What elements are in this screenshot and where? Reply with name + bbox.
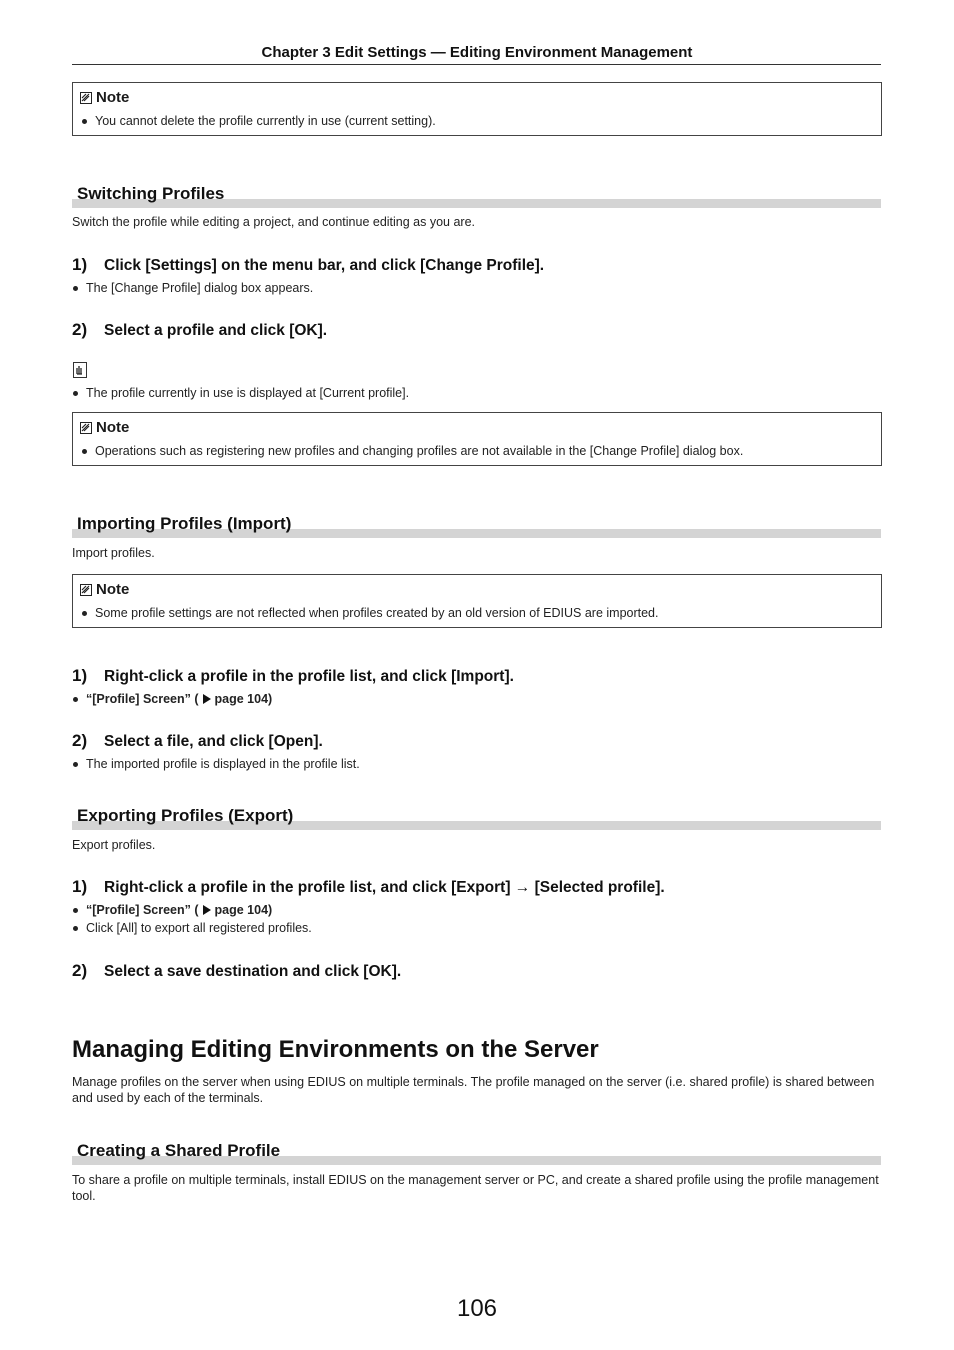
step-number: 1) [72, 255, 88, 274]
note-text [82, 114, 436, 128]
section-title-importing: Importing Profiles (Import) [77, 514, 292, 533]
step-text: Right-click a profile in the profile list, and click [Export] → [Selected profile]. [104, 879, 665, 896]
reference-page[interactable]: page 104) [214, 903, 273, 917]
step-text: Select a file, and click [Open]. [104, 733, 323, 750]
exporting-intro: Export profiles. [72, 838, 156, 852]
bullet-text: Click [All] to export all registered profiles. [86, 921, 312, 935]
bullet-icon [82, 611, 87, 616]
step-number: 1) [72, 877, 88, 896]
bullet-item [73, 921, 312, 935]
switching-intro: Switch the profile while editing a project, and continue editing as you are. [72, 215, 476, 229]
page-reference[interactable] [73, 903, 272, 917]
chapter-header: Chapter 3 Edit Settings — Editing Environment Management [261, 44, 693, 61]
note-box-switching [72, 412, 882, 466]
bullet-text: The [Change Profile] dialog box appears. [86, 281, 314, 295]
section-title-exporting: Exporting Profiles (Export) [77, 806, 294, 825]
note-label: Note [96, 419, 130, 436]
bullet-icon [73, 762, 78, 767]
note-label: Note [96, 581, 130, 598]
shared-intro: To share a profile on multiple terminals, install EDIUS on the management server or PC, and create a shared profile using the profile management tool. [72, 1173, 879, 1203]
reference-text[interactable]: “[Profile] Screen” ( [86, 692, 199, 706]
bullet-icon [73, 697, 78, 702]
bullet-item [73, 757, 360, 771]
note-heading [80, 89, 129, 106]
step-text: Click [Settings] on the menu bar, and click [Change Profile]. [104, 257, 545, 274]
note-text-content: You cannot delete the profile currently in use (current setting). [95, 114, 436, 128]
header-rule [72, 64, 881, 65]
step-number: 2) [72, 731, 88, 750]
page-arrow-icon [203, 694, 211, 704]
importing-intro: Import profiles. [72, 546, 155, 560]
note-text [82, 606, 658, 620]
step-text: Select a save destination and click [OK]. [104, 963, 402, 980]
tip-icon [73, 362, 87, 378]
section-title-shared: Creating a Shared Profile [77, 1141, 281, 1160]
step-number: 2) [72, 320, 88, 339]
note-text-content: Operations such as registering new profiles and changing profiles are not available in the [Change Profile] dialog box. [95, 444, 744, 458]
note-label: Note [96, 89, 130, 106]
server-intro: Manage profiles on the server when using EDIUS on multiple terminals. The profile managed on the server (i.e. shared profile) is shared between and used by each of the terminals. [72, 1075, 875, 1105]
page-reference[interactable] [73, 692, 272, 706]
heading-server: Managing Editing Environments on the Server [72, 1036, 599, 1063]
bullet-icon [73, 391, 78, 396]
bullet-text: The imported profile is displayed in the profile list. [86, 757, 360, 771]
page-arrow-icon [203, 905, 211, 915]
step-text: Right-click a profile in the profile list, and click [Import]. [104, 668, 514, 685]
bullet-icon [73, 286, 78, 291]
reference-text[interactable]: “[Profile] Screen” ( [86, 903, 199, 917]
bullet-icon [82, 119, 87, 124]
note-box-importing [72, 574, 882, 628]
page-number: 106 [456, 1295, 498, 1322]
bullet-icon [82, 449, 87, 454]
bullet-icon [73, 926, 78, 931]
step-number: 2) [72, 961, 88, 980]
section-title-switching: Switching Profiles [77, 184, 225, 203]
note-box-top [72, 82, 882, 136]
note-heading [80, 419, 129, 436]
step-number: 1) [72, 666, 88, 685]
reference-page[interactable]: page 104) [214, 692, 273, 706]
note-heading [80, 581, 129, 598]
step-text: Select a profile and click [OK]. [104, 322, 328, 339]
bullet-text: The profile currently in use is displayed at [Current profile]. [86, 386, 410, 400]
bullet-icon [73, 908, 78, 913]
bullet-item [73, 386, 409, 400]
note-icon [80, 92, 92, 104]
bullet-item [73, 281, 313, 295]
note-icon [80, 584, 92, 596]
note-text [82, 444, 743, 458]
note-icon [80, 422, 92, 434]
note-text-content: Some profile settings are not reflected when profiles created by an old version of EDIUS are imported. [95, 606, 659, 620]
